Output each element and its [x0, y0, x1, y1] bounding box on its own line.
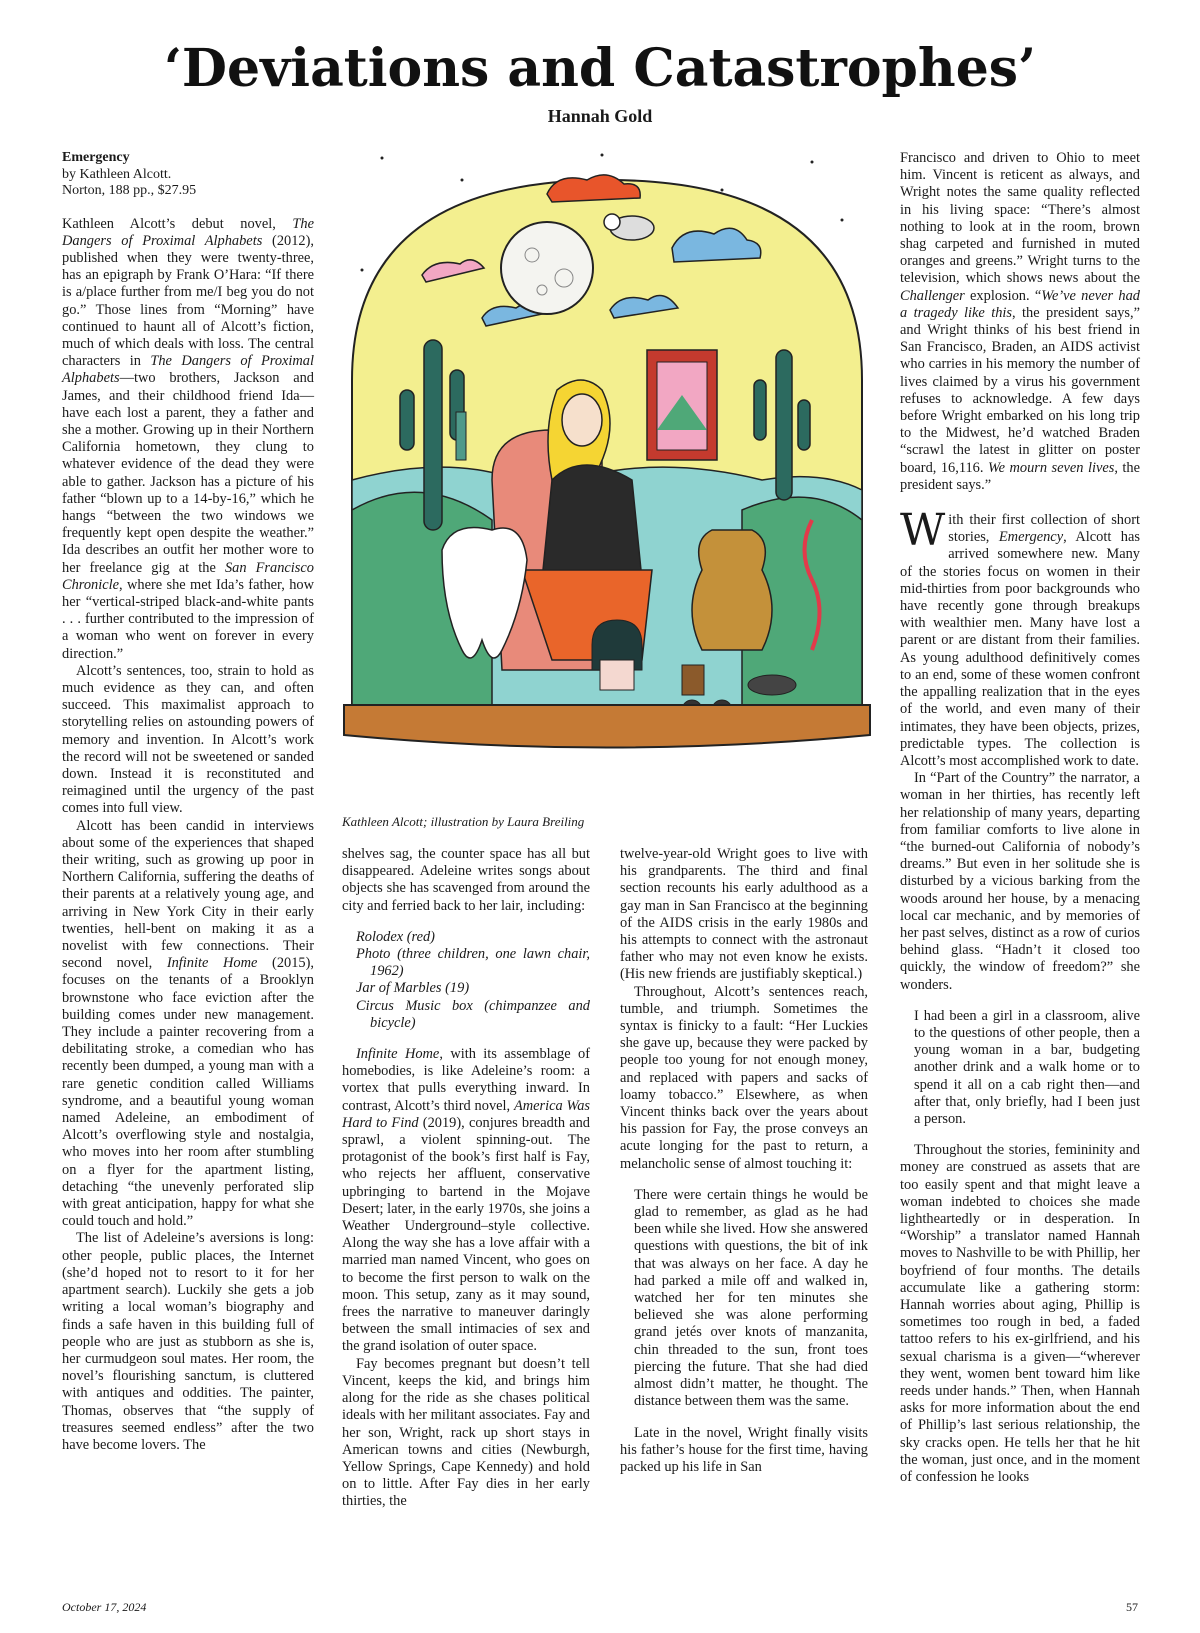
moon [501, 222, 593, 314]
paragraph: In “Part of the Country” the narrator, a woman in her thirties, has recently left her relationship of many years, departing from familiar comforts to live alone in “the burned-out California of nobody’s dreams.” But even in her solitude she is disturbed by a vicious barking from the woods around her house, by a menacing local car mechanic, and by memories of her past selves, distinct as a row of curios behind glass. “Hadn’t it closed too quickly, the window of freedom?” she wonders. [900, 770, 1140, 993]
paragraph: Throughout the stories, femininity and money are construed as assets that are too easily spent and that might leave a woman indebted to choices she made lightheartedly or in desperation. In “Worship” a translator named Hannah moves to Nashville to be with Phillip, her boyfriend of four months. The details accumulate like a gathering storm: Hannah worries about aging, Phillip is sometimes too rough in bed, a faded tattoo refers to his ex-girlfriend, and his sexual charisma is a given—“wherever they went, women bent toward him like reeds under hands.” Then, when Hannah asks for more information about the end of Phillip’s last serious relationship, the sky cracks open. He tells her that he hit the woman, just once, and in the moment of confession he looks [900, 1142, 1140, 1486]
paragraph: twelve-year-old Wright goes to live with his grandparents. The third and final section recounts his early adulthood as a gay man in San Francisco at the beginning of the AIDS crisis in the early 1980s and his attempts to connect with the astronaut father who may not even know he exists. (His new friends are justifiably skeptical.) [620, 846, 868, 983]
book-info [62, 150, 314, 200]
dome-base [344, 705, 870, 748]
statue [456, 412, 466, 460]
song-list [356, 929, 590, 1032]
list-item: Circus Music box (chimpanzee and bicycle) [356, 997, 590, 1031]
paragraph: Infinite Home, with its assemblage of homebodies, is like Adeleine’s room: a vortex that pulls everything inward. In contrast, Alcott’s third novel, America Was Hard to Find (2019), conjures breadth and sprawl, a violent spinning-out. The protagonist of the book’s first half is Fay, who rejects her affluent, conservative upbringing to bartend in the Mojave Desert; later, in the early 1970s, she joins a Weather Underground–style collective. Along the way she has a love affair with a married man named Vincent, who goes on to become the first person to walk on the moon. This setup, zany as it may sound, frees the narrative to maneuver daringly between the small intimacies of sex and the grand isolation of outer space. [342, 1046, 590, 1355]
list-item: Photo (three children, one lawn chair, 1962) [356, 946, 590, 980]
list-item: Rolodex (red) [356, 928, 435, 945]
paragraph: Alcott has been candid in interviews about some of the experiences that shaped their writing, such as growing up poor in Northern California, suffering the deaths of their parents at a relatively young age, and arriving in New York City in their early twenties, hell-bent on making it as a novelist with few connections. Their second novel, Infinite Home (2015), focuses on the tenants of a Brooklyn brownstone who face eviction after the building comes under new management. They include a painter recovering from a debilitating stroke, a comedian who has recently been dumped, a young man with a rare genetic condition called Williams syndrome, and a beautiful young woman named Adeleine, an embodiment of Alcott’s overflowing style and nostalgia, who moves into her room after stumbling on a flyer for the apartment listing, detaching “the unevenly perforated slip with great anticipation, happy for what she could touch and hold.” [62, 817, 314, 1230]
illustration [342, 150, 872, 800]
record-player [748, 675, 796, 695]
paragraph: With their first collection of short stories, Emergency, Alcott has arrived somewhere new. Many of the stories focus on women in their mid-thirties from poor backgrounds who have recently gone through breakups with wealthier men. Many have lost a parent or are distant from their families. As young adulthood definitively comes to an end, some of these women confront the appalling realization that in the eyes of the world, and even many of their intimates, they have been objects, prizes, predictable types. The collection is Alcott’s most accomplished work to date. [900, 505, 1140, 769]
paragraph: Francisco and driven to Ohio to meet him. Vincent is reticent as always, and Wright notes the same quality reflected in his living space: “There’s almost nothing to look at in the room, brown shag carpeted and furnished in muted oranges and greens.” Wright turns to the television, which shows news about the Challenger explosion. “We’ve never had a tragedy like this, the president says,” and Wright thinks of his best friend in San Francisco, Braden, an AIDS activist who carries in his memory the number of lives claimed by a virus his government refuses to acknowledge. A few days before Wright embarked on his long trip to the Midwest, he’d watched Braden “scrawl the latest in glitter on poster board, 16,116. We mourn seven lives, the president says.” [900, 150, 1140, 493]
paragraph: shelves sag, the counter space has all but disappeared. Adeleine writes songs about objects she has scavenged from around the city and ferried back to her lair, including: [342, 846, 590, 914]
byline: Hannah Gold [547, 106, 653, 126]
paragraph: Alcott’s sentences, too, strain to hold as much evidence as they can, and often succeed. This maximalist approach to storytelling relies on astounding powers of memory and invention. In Alcott’s work the record will not be sweetened or sanded down. Instead it is reconstituted and reimagined until the urgency of the past comes into full view. [62, 662, 314, 817]
drop-cap: W [900, 505, 946, 557]
paragraph: The list of Adeleine’s aversions is long: other people, public places, the Internet (she’d hoped not to resort to it for her apartment search). Luckily she gets a job writing a local woman’s biography and finds a safe haven in this building full of people who are just as stubborn as she is, her curmudgeon soul mates. Her room, the novel’s flourishing sanctum, is cluttered with antiques and oddities. The painter, Thomas, observes that “the supply of treasures seemed endless” after the two have become lovers. The [62, 1230, 314, 1453]
column-1 [62, 150, 314, 1454]
column-3 [620, 846, 868, 1476]
page-number: 57 [1126, 1600, 1138, 1614]
mannequin-head [592, 620, 642, 690]
column-2 [342, 846, 590, 1511]
illustration-caption: Kathleen Alcott; illustration by Laura Breiling [342, 814, 585, 829]
book-publisher: Norton, 188 pp., $27.95 [62, 183, 197, 198]
paragraph: Fay becomes pregnant but doesn’t tell Vincent, keeps the kid, and brings him along for the ride as she chases political ideals with her militant associates. Fay and her son, Wright, rack up short stays in American towns and cities (Newburgh, Yellow Springs, Cape Kennedy) and hold on to little. After Fay dies in her early thirties, the [342, 1355, 590, 1510]
paragraph: Late in the novel, Wright finally visits his father’s house for the first time, having packed up his life in San [620, 1424, 868, 1475]
article-title: ‘Deviations and Catastrophes’ [163, 38, 1037, 99]
paragraph: Throughout, Alcott’s sentences reach, tumble, and triumph. Sometimes the syntax is finicky to a fault: “Her Luckies she gave up, because they were packed by people too young for not enough money, and replaced with papers and sacks of loamy tobacco.” Elsewhere, as when Vincent thinks back over the years about his passion for Fay, the prose conveys an acute longing for the past to return, a melancholic sense of almost touching it: [620, 983, 868, 1172]
cloud [547, 175, 640, 202]
block-quote: I had been a girl in a classroom, alive to the questions of other people, then a young woman in a bar, budgeting another drink and a walk home or to spend it all on a cab right then—and after that, only briefly, had I been just a person. [914, 1007, 1140, 1127]
book-author: by Kathleen Alcott. [62, 166, 172, 182]
list-item: Jar of Marbles (19) [356, 980, 470, 997]
paragraph: Kathleen Alcott’s debut novel, The Dangers of Proximal Alphabets (2012), published when they were twenty-three, has an epigraph by Frank O’Hara: “If there is a/place further from me/I beg you do not go.” Those lines from “Morning” have continued to haunt all of Alcott’s fiction, much of which deals with loss. The central characters in The Dangers of Proximal Alphabets—two brothers, Jackson and James, and their childhood friend Ida—have each lost a parent, they a father and she a mother. Growing up in their Northern California hometown, they clung to whatever evidence of the dead they were able to gather. Jackson has a picture of his father “blown up to a 14-by-16,” which he hangs “between the two windows we frequently kept open despite the weather.” Ida describes an outfit her mother wore to her freelance gig at the San Francisco Chronicle, where she met Ida’s father, how her “vertical-striped black-and-white pants . . . further contributed to the impression of a woman who went on forever in every direction.” [62, 215, 314, 662]
issue-date: October 17, 2024 [62, 1600, 147, 1614]
block-quote: There were certain things he would be glad to remember, as glad as he had been while she lived. How she answered questions with questions, the bit of ink that was always on her face. A day he had parked a mile off and walked in, watched her for ten minutes she believed she was alone performing grand jetés over knots of manzanita, chin threaded to the sun, front toes piercing the future. That she had died almost didn’t matter, he thought. The distance between them was the same. [634, 1186, 868, 1410]
book-title: Emergency [62, 150, 130, 165]
column-4 [900, 150, 1140, 1486]
vase [692, 530, 772, 650]
window [647, 350, 717, 460]
